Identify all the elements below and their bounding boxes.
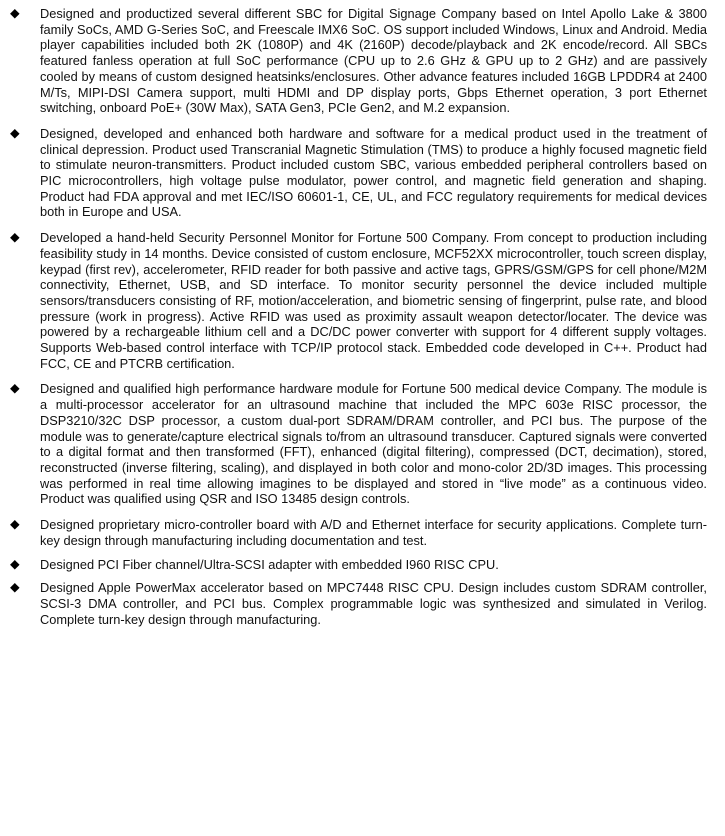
diamond-bullet-icon: ◆ [10, 125, 20, 140]
list-item [10, 230, 707, 371]
diamond-bullet-icon: ◆ [10, 556, 20, 571]
list-item-text: Designed, developed and enhanced both hardware and software for a medical product used in the treatment of clinical depression. Product used Transcranial Magnetic Stimulation (TMS) to produce a highly focused magnetic field to stimulate neuron-transmitters. Product included custom SBC, various embedded peripheral controllers based on PIC microcontrollers, high voltage pulse modulator, power control, and magnetic field generation and shaping. Product had FDA approval and met IEC/ISO 60601-1, CE, UL, and FCC regulatory requirements for medical devices both in Europe and USA. [40, 125, 707, 220]
list-item [10, 517, 707, 548]
list-item-text: Designed proprietary micro-controller board with A/D and Ethernet interface for security applications. Complete turn-key design through manufacturing including documentation and test. [40, 517, 707, 548]
experience-bullet-list [10, 6, 707, 627]
list-item [10, 6, 707, 116]
diamond-bullet-icon: ◆ [10, 6, 20, 20]
list-item-text: Designed and productized several different SBC for Digital Signage Company based on Intel Apollo Lake & 3800 family SoCs, AMD G-Series SoC, and Freescale IMX6 SoC. OS support included Windows, Linux and Android. Media player capabilities included both 2K (1080P) and 4K (2160P) decode/playback and 2K encode/record. All SBCs featured fanless operation at full SoC performance (CPU up to 2.6 GHz & GPU up to 2 GHz) and are passively cooled by means of custom designed heatsinks/enclosures. Other advance features included 16GB LPDDR4 at 2400 M/Ts, MIPI-DSI Camera support, multi HDMI and DP display ports, Gbps Ethernet operation, 3 port Ethernet switching, onboard PoE+ (30W Max), SATA Gen3, PCIe Gen2, and M.2 expansion. [40, 6, 707, 116]
list-item [10, 126, 707, 220]
list-item-text: Designed and qualified high performance hardware module for Fortune 500 medical device Company. The module is a multi-processor accelerator for an ultrasound machine that included the MPC 603e RISC processor, the DSP3210/32C DSP processor, a custom dual-port SDRAM/DRAM controller, and PCI bus. The purpose of the module was to generate/capture electrical signals to/from an ultrasound transducer. Captured signals were converted to a digital format and then transformed (FFT), enhanced (digital filtering), compressed (DCT, decimation), stored, reconstructed (inverse filtering, scaling), and displayed in both color and mono-color 2D/3D images. This processing was performed in real time allowing imagines to be displayed and stored in “live mode” as a continuous video. Product was qualified using QSR and ISO 13485 design controls. [40, 381, 707, 507]
list-item [10, 381, 707, 507]
list-item-text: Developed a hand-held Security Personnel Monitor for Fortune 500 Company. From concept to production including feasibility study in 14 months. Device consisted of custom enclosure, MCF52XX microcontroller, touch screen display, keypad (first rev), accelerometer, RFID reader for both passive and active tags, GPRS/GSM/GPS for cell phone/M2M connectivity, Ethernet, USB, and SD interface. To monitor security personnel the device included multiple sensors/transducers consisting of RF, motion/acceleration, and biometric sensing of fingerprint, pulse rate, and blood pressure (work in progress). Active RFID was used as proximity assault weapon detector/locater. The device was powered by a rechargeable lithium cell and a DC/DC power converter with support for 4 different supply voltages. Supports Web-based control interface with TCP/IP protocol stack. Embedded code developed in C++. Product had FCC, CE and PTCRB certification. [40, 230, 707, 371]
list-item-text: Designed Apple PowerMax accelerator based on MPC7448 RISC CPU. Design includes custom SDRAM controller, SCSI-3 DMA controller, and PCI bus. Complex programmable logic was synthesized and simulated in Verilog. Complete turn-key design through manufacturing. [40, 580, 707, 627]
list-item [10, 557, 707, 573]
list-item-text: Designed PCI Fiber channel/Ultra-SCSI adapter with embedded I960 RISC CPU. [40, 556, 499, 572]
diamond-bullet-icon: ◆ [10, 381, 20, 396]
diamond-bullet-icon: ◆ [10, 230, 20, 245]
list-item [10, 580, 707, 627]
diamond-bullet-icon: ◆ [10, 580, 20, 595]
diamond-bullet-icon: ◆ [10, 517, 20, 532]
